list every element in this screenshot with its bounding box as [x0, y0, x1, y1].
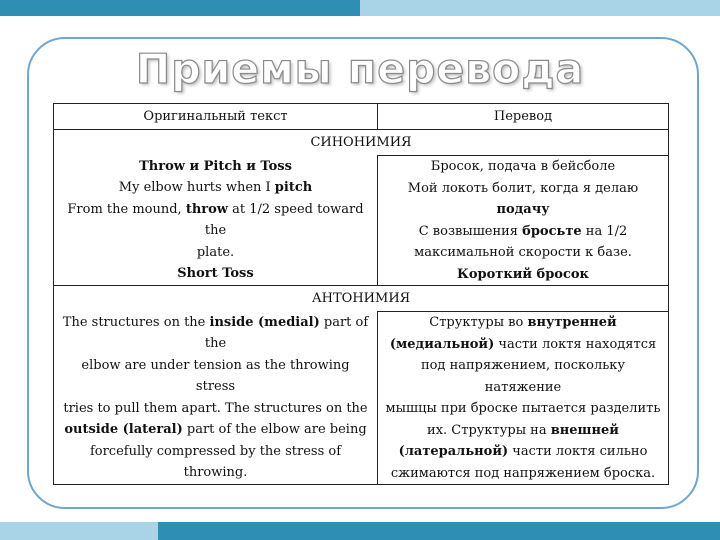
text-run: под напряжением, поскольку натяжение [420, 358, 626, 395]
text-line [384, 199, 662, 221]
bold-text-run: pitch [274, 180, 313, 196]
text-line [384, 178, 662, 200]
section-heading-row [54, 286, 669, 312]
bold-text-run: Throw и Pitch и Toss [139, 158, 292, 174]
text-run: at 1/2 speed toward the [204, 201, 364, 239]
text-line [60, 156, 371, 178]
top-accent-bar-light [360, 0, 720, 16]
bold-text-run: подачу [496, 202, 550, 217]
text-line [384, 312, 662, 334]
synonymy-original-cell [54, 156, 378, 286]
header-translation: Перевод [378, 104, 669, 130]
text-run: Мой локоть болит, когда я делаю [407, 180, 639, 196]
section-heading-row [54, 130, 669, 156]
text-line [384, 355, 662, 398]
top-accent-bar-dark [0, 0, 360, 16]
text-run: elbow are under tension as the throwing stress [81, 357, 350, 395]
text-run: part of the [204, 314, 369, 352]
text-run: plate. [196, 244, 235, 260]
section-heading-synonymy: СИНОНИМИЯ [54, 130, 669, 156]
antonymy-original-cell [54, 312, 378, 485]
text-run: Бросок, подача в бейсболе [430, 159, 616, 174]
text-run: их. Структуры на [427, 422, 551, 438]
text-line [60, 441, 371, 484]
text-line [384, 221, 662, 243]
bold-text-run: (латеральной) [398, 444, 509, 459]
antonymy-translation-cell [378, 312, 669, 485]
text-line [60, 242, 371, 264]
text-line [60, 398, 371, 420]
text-line [60, 355, 371, 398]
text-run: The structures on the [62, 314, 210, 330]
text-run: на 1/2 [581, 223, 628, 239]
text-line [60, 263, 371, 285]
bold-text-run: внутренней [527, 315, 617, 330]
bold-text-run: outside (lateral) [64, 422, 183, 438]
bold-text-run: бросьте [522, 223, 582, 239]
text-line [384, 463, 662, 485]
section-heading-antonymy: АНТОНИМИЯ [54, 286, 669, 312]
text-line [384, 156, 662, 178]
text-line [384, 242, 662, 264]
text-line [384, 398, 662, 420]
text-run: максимальной скорости к базе. [414, 245, 632, 260]
bold-text-run: Short Toss [177, 266, 254, 282]
text-run: части локтя находятся [494, 336, 657, 352]
text-line [60, 312, 371, 355]
text-line [384, 420, 662, 442]
text-run: forcefully compressed by the stress of throwing. [89, 443, 342, 481]
bold-text-run: внешней [550, 422, 619, 438]
text-run: From the mound, [67, 201, 186, 217]
text-run: сжимаются под напряжением броска. [390, 465, 656, 481]
bold-text-run: Короткий бросок [457, 266, 589, 282]
text-run: Структуры во [429, 315, 528, 330]
text-run: мышцы при броске пытается разделить [385, 401, 661, 416]
bold-text-run: (медиальной) [389, 336, 495, 352]
text-run: tries to pull them apart. The structures on the [63, 400, 368, 416]
slide-title: Приемы перевода [135, 45, 585, 93]
section-content-row [54, 156, 669, 286]
bottom-accent-bar-dark [158, 522, 720, 540]
header-original: Оригинальный текст [54, 104, 378, 130]
table-header-row [54, 104, 669, 130]
text-line [384, 334, 662, 356]
text-line [60, 199, 371, 242]
text-line [384, 264, 662, 286]
text-run: С возвышения [418, 223, 523, 239]
text-line [384, 441, 662, 463]
text-run: part of the elbow are being [182, 422, 367, 438]
synonymy-translation-cell [378, 156, 669, 286]
text-run: части локтя сильно [508, 444, 648, 459]
translation-table [53, 103, 669, 485]
bold-text-run: inside (medial) [209, 314, 320, 330]
bold-text-run: throw [185, 201, 228, 217]
text-run: My elbow hurts when I [118, 180, 275, 196]
text-line [60, 177, 371, 199]
bottom-accent-bar-light [0, 522, 158, 540]
text-line [60, 419, 371, 441]
section-content-row [54, 312, 669, 485]
